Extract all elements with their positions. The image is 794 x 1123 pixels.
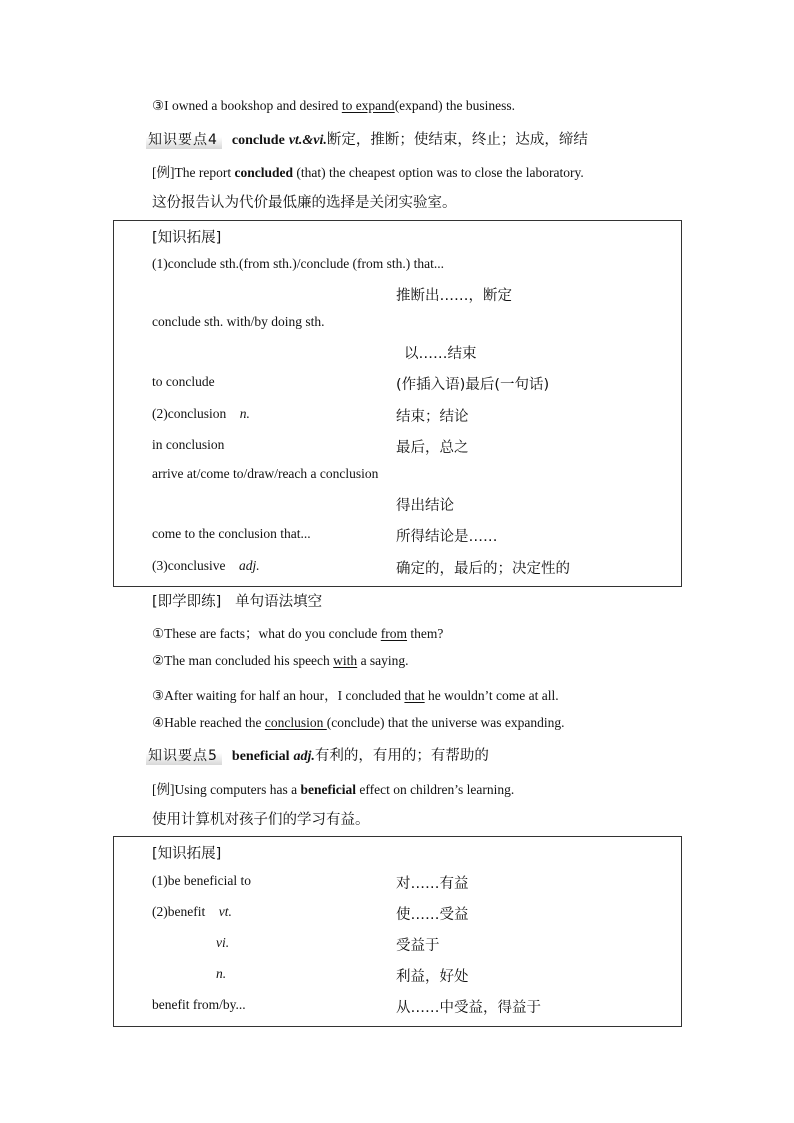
kp4-example [152, 161, 584, 181]
q2-prefix: ②The man concluded his speech [152, 653, 334, 668]
box1-row8-en [152, 558, 260, 574]
box1-row4-en [152, 406, 250, 422]
box1-row2-en: conclude sth. with/by doing sth. [152, 314, 325, 329]
sentence-expand [152, 98, 515, 114]
box1-row8-zh: 确定的，最后的；决定性的 [396, 561, 570, 577]
kp4-translation: 这份报告认为代价最低廉的选择是关闭实验室。 [152, 195, 457, 211]
box1-row1-zh: 推断出……，断定 [396, 288, 512, 304]
box1-row2-zh: 以……结束 [404, 346, 477, 362]
box2-row1-zh: 对……有益 [396, 876, 469, 892]
kp5-meaning: 有利的，有用的；有帮助的 [314, 748, 489, 764]
exercise-subtitle: 单句语法填空 [235, 594, 323, 610]
box1-row6-zh: 得出结论 [396, 498, 454, 514]
kp4-heading [146, 128, 588, 149]
box2-row4-pos: n. [216, 966, 227, 981]
box1-row8-word: (3)conclusive [152, 558, 226, 573]
kp4-badge: 知识要点4 [146, 129, 222, 149]
kp5-example-prefix: [例]Using computers has a [152, 782, 301, 797]
box1-row3-en: to conclude [152, 374, 215, 389]
kp5-example-suffix: effect on children’s learning. [355, 782, 515, 797]
box1-row6-en: arrive at/come to/draw/reach a conclusion [152, 466, 379, 481]
box2-row2-pos: vt. [218, 904, 232, 919]
box2-row5-zh: 从……中受益，得益于 [396, 1000, 541, 1016]
kp4-example-bold: concluded [234, 165, 293, 180]
kp5-pos: adj. [293, 749, 315, 764]
q3-suffix: he wouldn’t come at all. [424, 688, 559, 703]
sentence-expand-suffix: (expand) the business. [394, 98, 516, 113]
kp4-pos: vt.&vi. [288, 133, 327, 148]
kp4-word: conclude [231, 133, 285, 148]
kp5-badge: 知识要点5 [146, 745, 222, 765]
box1-title: [知识拓展] [152, 230, 222, 246]
kp5-example [152, 778, 514, 798]
exercise-q1 [152, 622, 443, 642]
box1-row3-zh: (作插入语)最后(一句话) [396, 377, 550, 393]
q4-suffix: (conclude) that the universe was expanding. [326, 715, 565, 730]
box1-row4-word: (2)conclusion [152, 406, 227, 421]
q1-suffix: them? [407, 626, 444, 641]
q1-prefix: ①These are facts；what do you conclude [152, 626, 381, 641]
box2-row4-zh: 利益，好处 [396, 969, 469, 985]
box1-row4-zh: 结束；结论 [396, 409, 469, 425]
q2-suffix: a saying. [357, 653, 409, 668]
box2-row2-en [152, 904, 232, 920]
box2-row3-zh: 受益于 [396, 938, 440, 954]
sentence-expand-prefix: ③I owned a bookshop and desired [152, 98, 342, 113]
exercise-q4 [152, 715, 564, 731]
kp4-example-prefix: [例]The report [152, 165, 235, 180]
box1-row8-pos: adj. [238, 558, 260, 573]
box1-row7-en: come to the conclusion that... [152, 526, 311, 541]
kp5-word: beneficial [231, 749, 290, 764]
box1-row4-pos: n. [239, 406, 250, 421]
box1-row7-zh: 所得结论是…… [396, 529, 498, 545]
box1-row1-en: (1)conclude sth.(from sth.)/conclude (from sth.) that... [152, 256, 445, 271]
box2-row3-pos: vi. [216, 935, 230, 950]
q3-answer: that [404, 688, 425, 703]
box1-row5-zh: 最后，总之 [396, 440, 469, 456]
exercise-q2 [152, 653, 409, 669]
kp5-example-bold: beneficial [300, 782, 356, 797]
kp4-meaning: 断定，推断；使结束，终止；达成，缔结 [326, 132, 588, 148]
q3-prefix: ③After waiting for half an hour，I concluded [152, 688, 405, 703]
box1-row5-en: in conclusion [152, 437, 225, 452]
box2-row2-zh: 使……受益 [396, 907, 469, 923]
q2-answer: with [333, 653, 358, 668]
q4-answer: conclusion [264, 715, 327, 730]
exercise-q3 [152, 684, 559, 704]
box2-row5-en: benefit from/by... [152, 997, 246, 1012]
kp4-example-suffix: (that) the cheapest option was to close the laboratory. [292, 165, 584, 180]
q1-answer: from [380, 626, 408, 641]
kp5-heading [146, 744, 489, 765]
answer-to-expand: to expand [341, 98, 395, 113]
box2-row2-word: (2)benefit [152, 904, 206, 919]
box2-row1-en: (1)be beneficial to [152, 873, 251, 888]
exercise-heading [152, 590, 322, 611]
kp5-translation: 使用计算机对孩子们的学习有益。 [152, 812, 370, 828]
box2-title: [知识拓展] [152, 846, 222, 862]
q4-prefix: ④Hable reached the [152, 715, 265, 730]
exercise-title: [即学即练] [152, 594, 222, 610]
